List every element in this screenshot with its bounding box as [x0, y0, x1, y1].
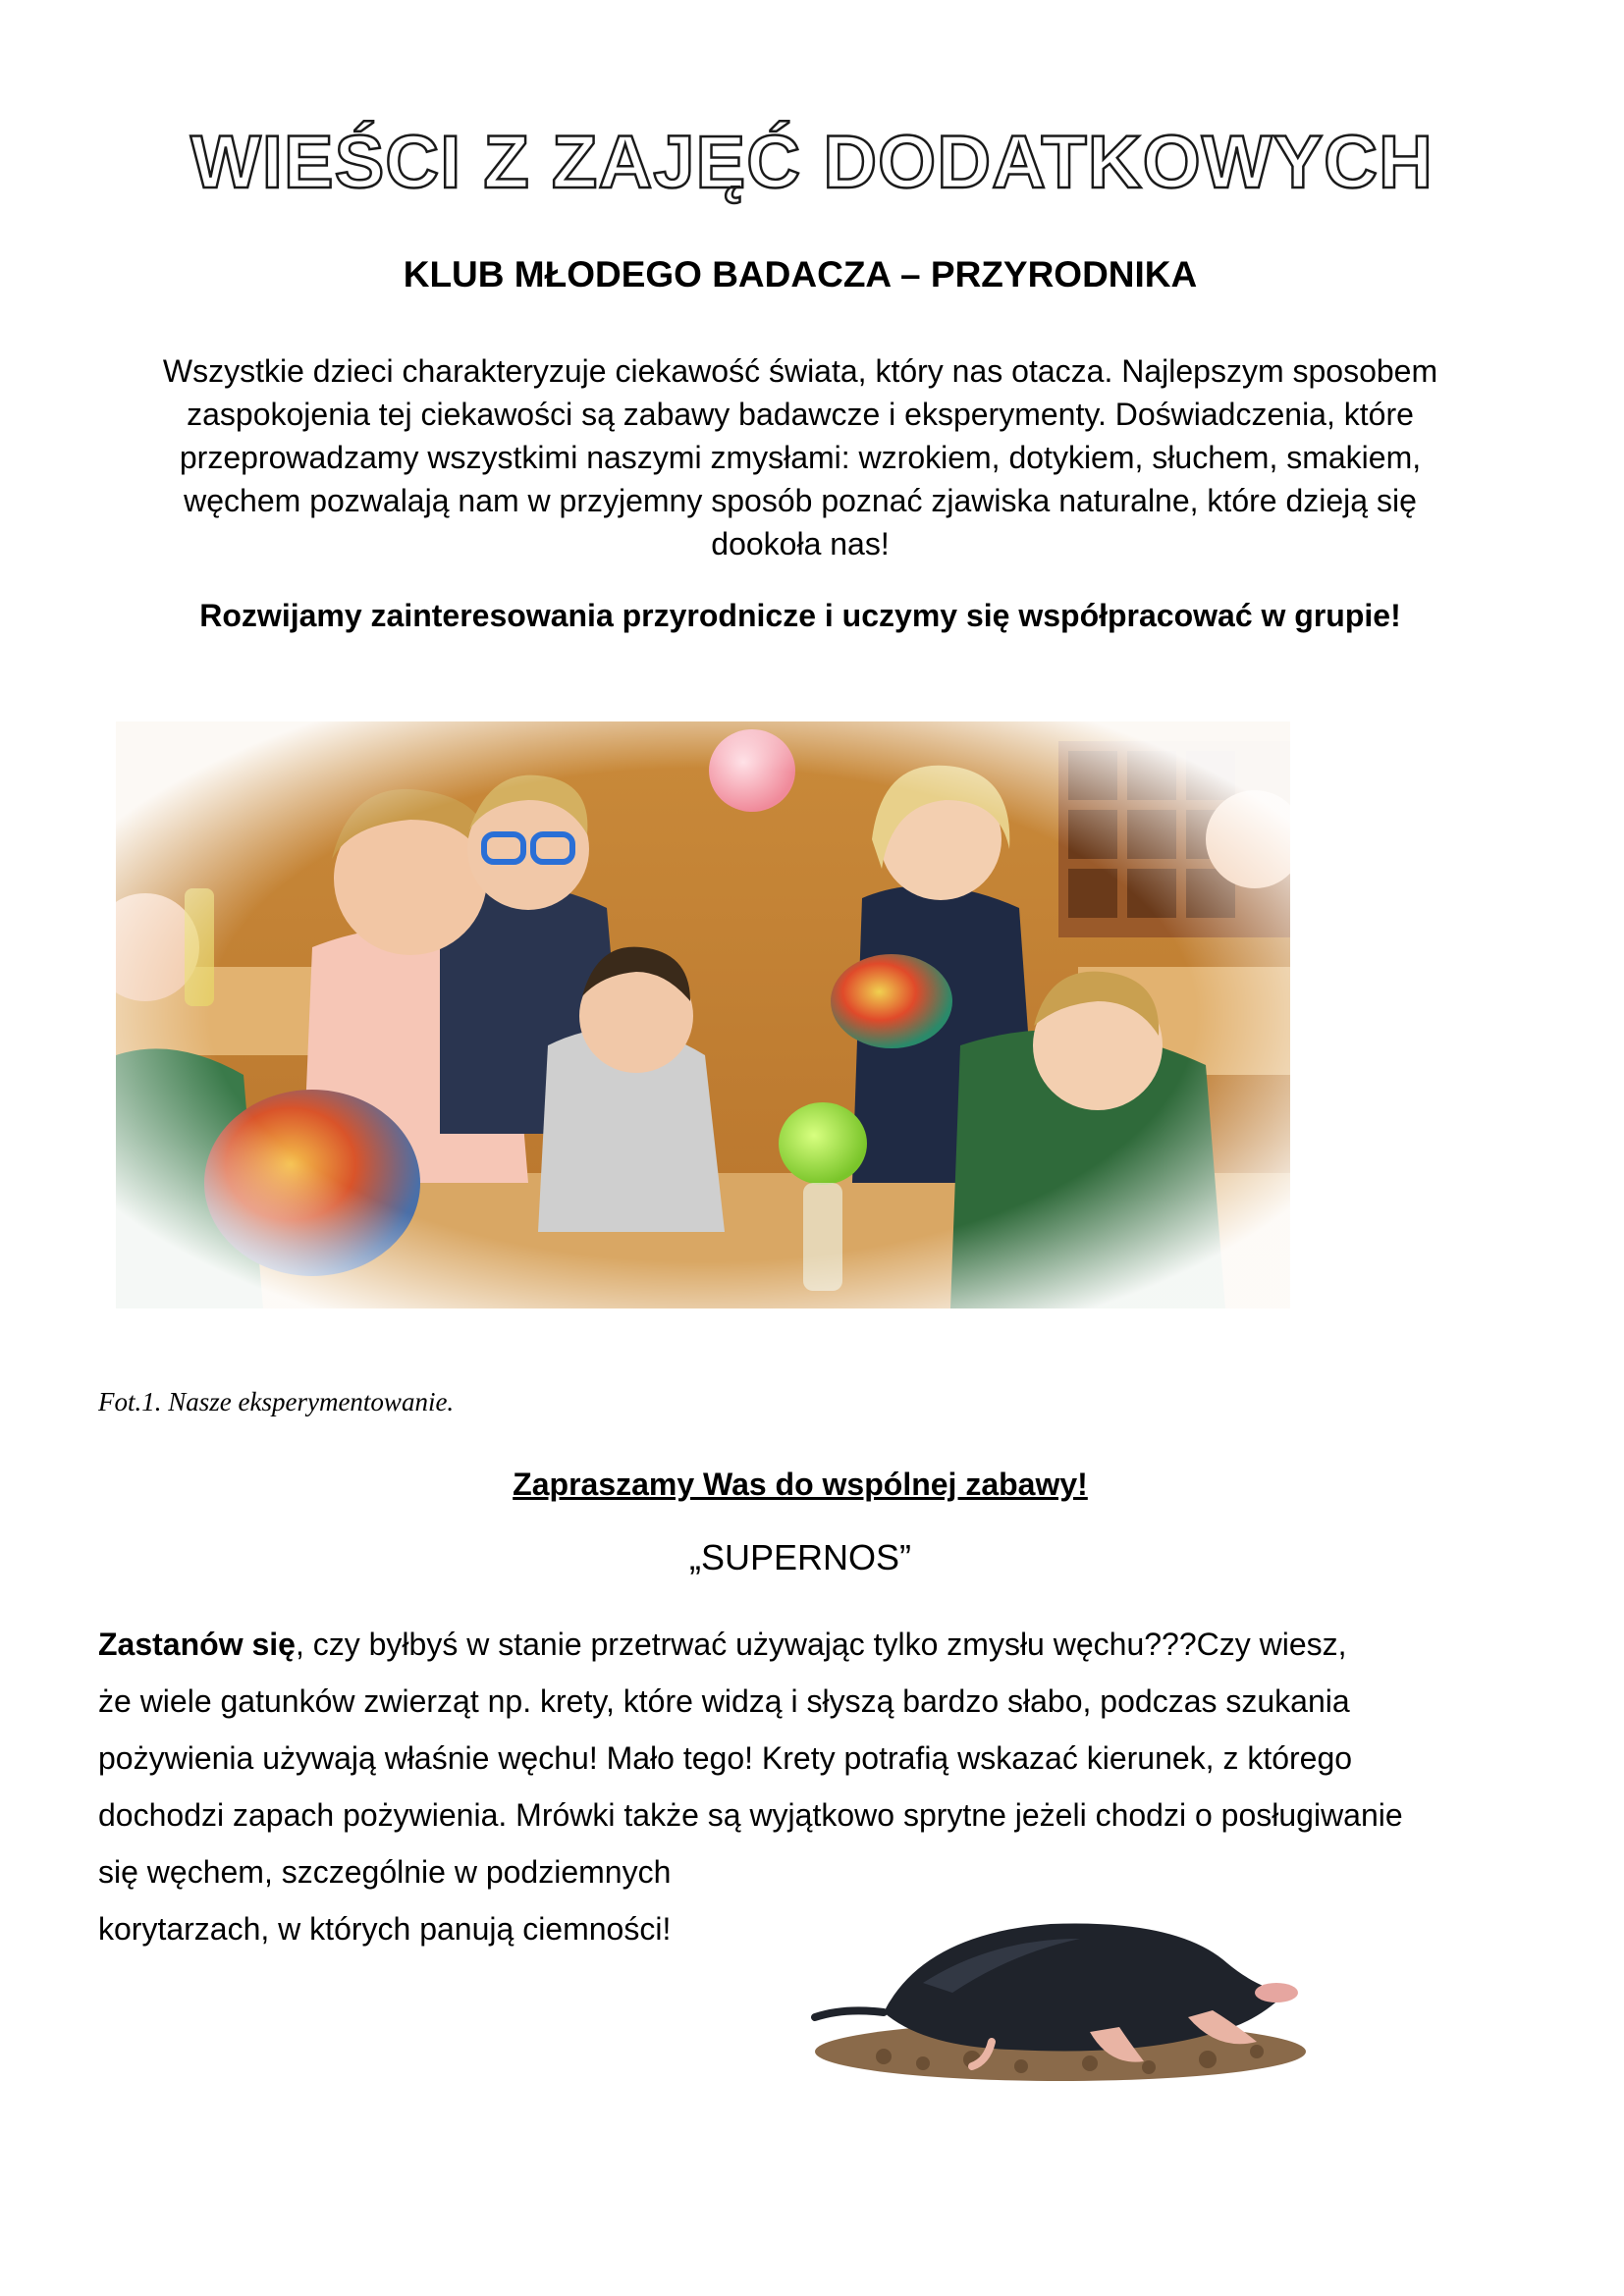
- paragraph-line-rest: , czy byłbyś w stanie przetrwać używając tylko zmysłu węchu???Czy wiesz,: [295, 1627, 1347, 1662]
- paragraph-lead: Zastanów się: [98, 1627, 296, 1662]
- club-title: KLUB MŁODEGO BADACZA – PRZYRODNIKA: [403, 254, 1198, 294]
- invite-heading: Zapraszamy Was do wspólnej zabawy!: [513, 1467, 1088, 1502]
- highlight-sentence: Rozwijamy zainteresowania przyrodnicze i uczymy się współpracować w grupie!: [199, 598, 1401, 633]
- intro-paragraph: [118, 349, 1483, 565]
- paragraph-line: się węchem, szczególnie w podziemnych: [98, 1854, 672, 1890]
- intro-line: Wszystkie dzieci charakteryzuje ciekawość świata, który nas otacza. Najlepszym sposobem: [162, 353, 1438, 389]
- paragraph-line: [98, 1616, 1522, 1673]
- intro-line: przeprowadzamy wszystkimi naszymi zmysłami: wzrokiem, dotykiem, słuchem, smakiem,: [179, 440, 1422, 475]
- paragraph-line: że wiele gatunków zwierząt np. krety, które widzą i słyszą bardzo słabo, podczas szukania: [98, 1683, 1350, 1719]
- paragraph-line: dochodzi zapach pożywienia. Mrówki także są wyjątkowo sprytne jeżeli chodzi o posługiwanie: [98, 1797, 1403, 1833]
- children-experiment-photo: [116, 721, 1290, 1308]
- page-header-title: WIEŚCI Z ZAJĘĆ DODATKOWYCH: [190, 121, 1434, 204]
- mole-illustration: [766, 1895, 1326, 2091]
- intro-line: węchem pozwalają nam w przyjemny sposób poznać zjawiska naturalne, które dzieją się: [184, 483, 1417, 518]
- paragraph-line: pożywienia używają właśnie węchu! Mało tego! Krety potrafią wskazać kierunek, z którego: [98, 1740, 1353, 1776]
- intro-line: dookoła nas!: [711, 526, 890, 561]
- paragraph-line: korytarzach, w których panują ciemności!: [98, 1911, 672, 1947]
- game-title: „SUPERNOS”: [688, 1537, 912, 1577]
- photo-caption: Fot.1. Nasze eksperymentowanie.: [98, 1387, 455, 1416]
- intro-line: zaspokojenia tej ciekawości są zabawy badawcze i eksperymenty. Doświadczenia, które: [187, 397, 1414, 432]
